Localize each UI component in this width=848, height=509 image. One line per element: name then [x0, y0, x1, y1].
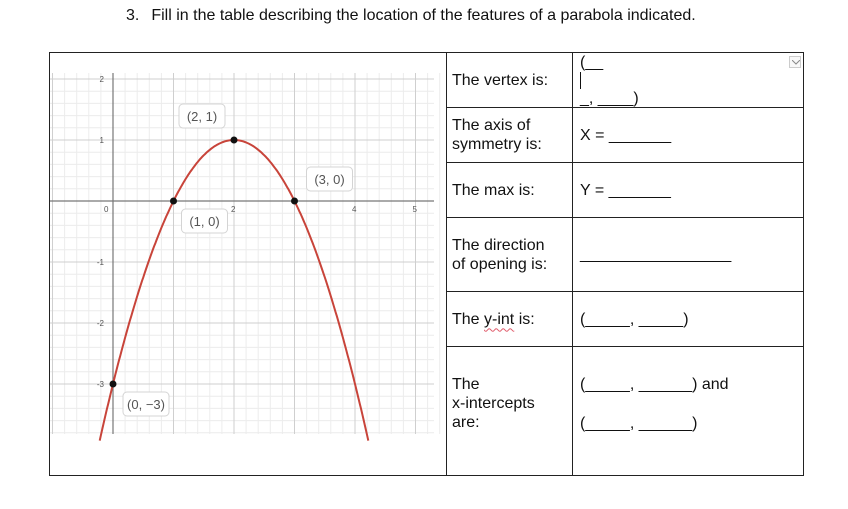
direction-label: The direction of opening is: [446, 218, 573, 291]
x-tick-label: 4 [352, 205, 357, 214]
row-x-intercepts [446, 347, 803, 475]
point-marker [170, 198, 177, 205]
y-tick-label: -2 [96, 319, 104, 328]
y-int-label: The y-int is: [446, 292, 573, 346]
max-answer-field[interactable]: Y = _______ [580, 181, 671, 199]
x-tick-label: 0 [104, 205, 109, 214]
axis-answer-field[interactable]: X = _______ [580, 126, 672, 144]
point-marker [291, 198, 298, 205]
question-number: 3. [126, 7, 140, 24]
row-axis-of-symmetry [446, 108, 803, 163]
direction-answer-field[interactable]: _________________ [580, 246, 732, 263]
parabola-graph [50, 53, 447, 475]
points [110, 104, 353, 416]
feature-rows [446, 53, 803, 475]
vertex-label: The vertex is: [446, 53, 573, 107]
x-tick-label: 2 [231, 205, 236, 214]
point-marker [231, 137, 238, 144]
x-intercepts-answer-field[interactable]: (_____, ______) and (_____, ______) [580, 376, 729, 432]
max-label: The max is: [446, 163, 573, 217]
question-text: Fill in the table describing the location of the features of a parabola indicated. [151, 7, 696, 24]
x-intercepts-label: The x-intercepts are: [446, 347, 573, 475]
y-tick-label: -3 [96, 380, 104, 389]
question-prompt [126, 7, 696, 25]
point-label: (0, −3) [127, 397, 165, 412]
text-cursor [580, 72, 581, 89]
row-direction [446, 218, 803, 292]
y-tick-label: -1 [96, 258, 104, 267]
y-tick-label: 1 [99, 136, 104, 145]
point-label: (2, 1) [186, 109, 218, 124]
x-tick-label: 5 [412, 205, 417, 214]
row-max [446, 163, 803, 218]
axis-label: The axis of symmetry is: [446, 108, 573, 162]
point-label: (3, 0) [314, 172, 345, 187]
row-vertex [446, 53, 803, 108]
grid-minor [50, 73, 440, 434]
parabola-graph-svg [50, 53, 446, 475]
tick-labels [97, 75, 418, 389]
point-label: (1, 0) [189, 214, 220, 229]
worksheet-table [49, 52, 804, 476]
chevron-down-icon[interactable] [789, 56, 801, 68]
row-y-intercept [446, 292, 803, 347]
point-marker [110, 381, 117, 388]
y-tick-label: 2 [99, 75, 104, 84]
axes [50, 73, 434, 434]
grid-major [50, 73, 434, 434]
vertex-answer-field[interactable]: (__ _, ____) [580, 53, 639, 107]
y-int-answer-field[interactable]: (_____, _____) [580, 310, 689, 328]
